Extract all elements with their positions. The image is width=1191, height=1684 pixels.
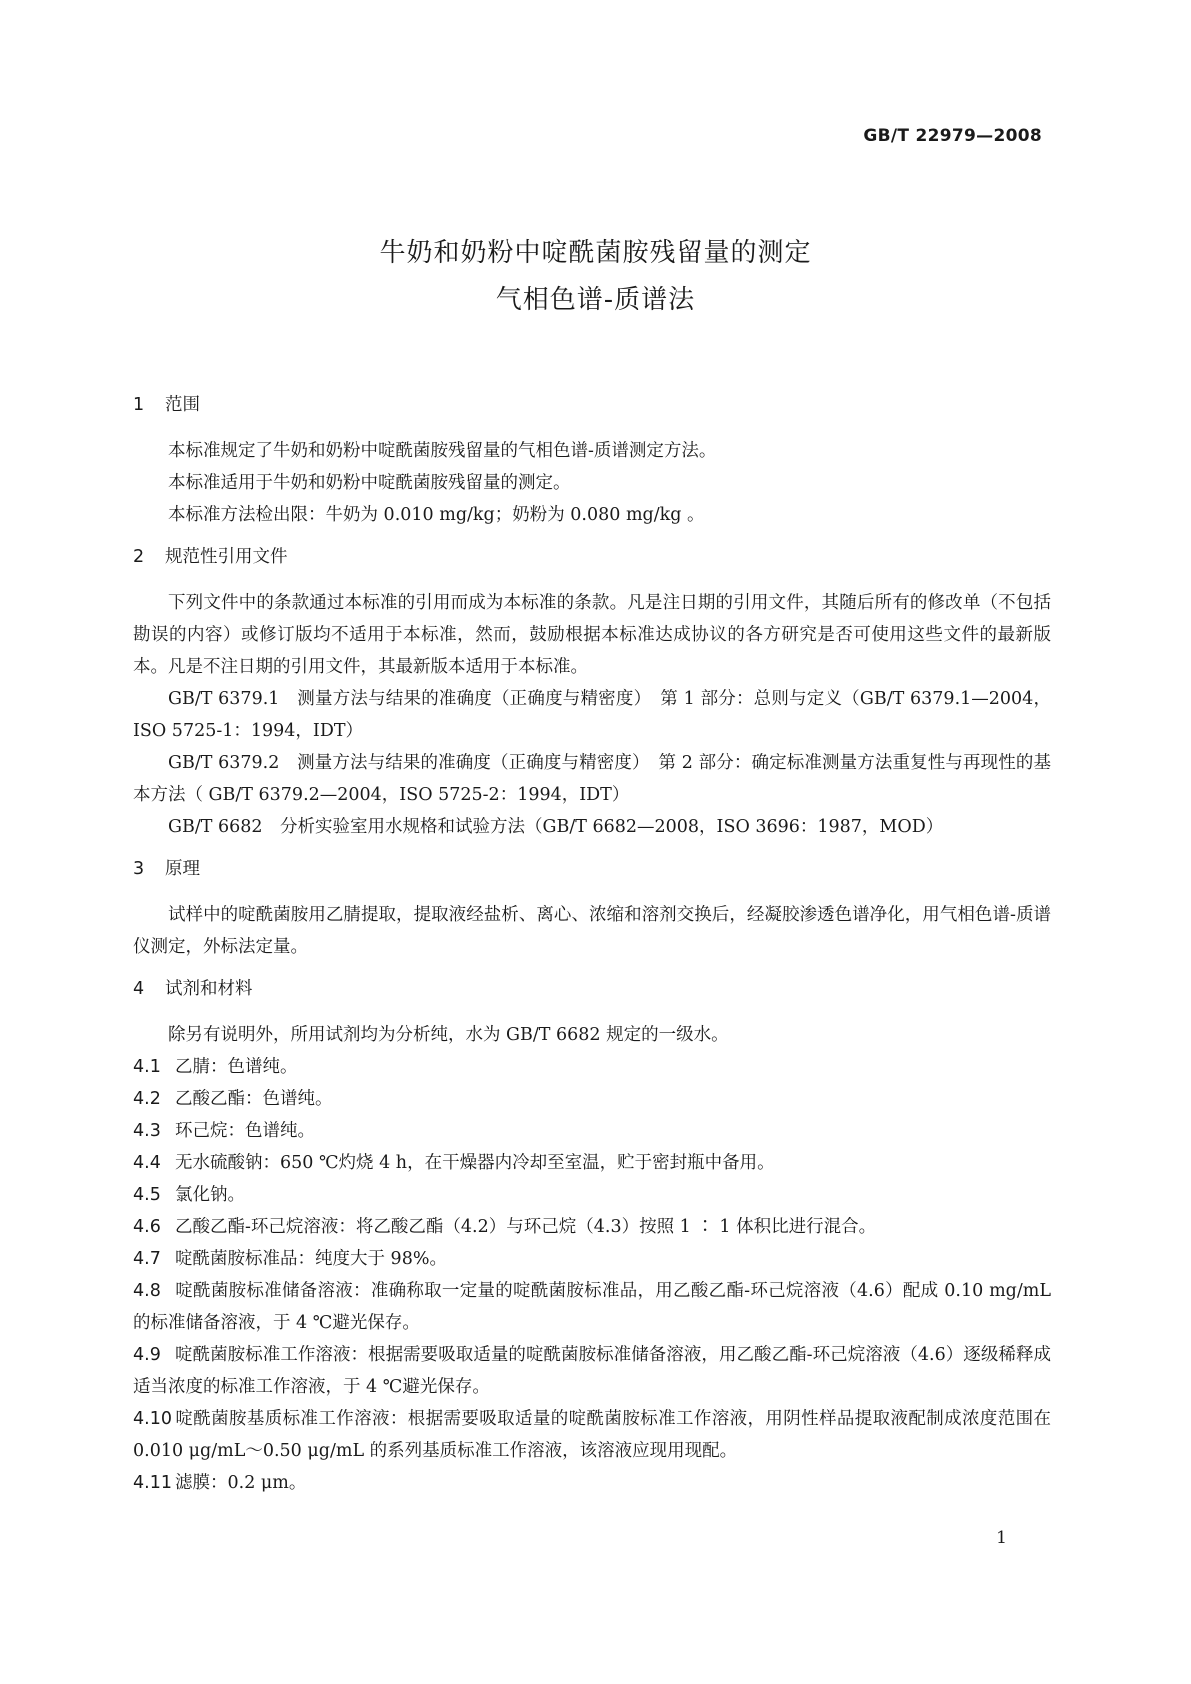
reagent-item [133, 1083, 1051, 1115]
document-body [133, 389, 1051, 1499]
item-number: 4.9 [133, 1345, 161, 1365]
item-number: 4.8 [133, 1281, 161, 1301]
reference-item: GB/T 6379.1 测量方法与结果的准确度（正确度与精密度） 第 1 部分：总则与定义（GB/T 6379.1—2004，ISO 5725-1：1994，IDT） [133, 689, 1051, 741]
standard-code: GB/T 22979—2008 [863, 126, 1042, 146]
section-heading-refs [133, 541, 1051, 573]
section-number: 2 [133, 547, 145, 567]
reference-item: GB/T 6379.2 测量方法与结果的准确度（正确度与精密度） 第 2 部分：确定标准测量方法重复性与再现性的基本方法（ GB/T 6379.2—2004，ISO 5725-2：1994，IDT） [133, 753, 1051, 805]
item-number: 4.6 [133, 1217, 161, 1237]
reagent-item [133, 1403, 1051, 1467]
item-text: 啶酰菌胺标准储备溶液：准确称取一定量的啶酰菌胺标准品，用乙酸乙酯-环己烷溶液（4.6）配成 0.10 mg/mL 的标准储备溶液，于 4 ℃避光保存。 [133, 1281, 1051, 1333]
item-text: 啶酰菌胺标准品：纯度大于 98%。 [175, 1249, 447, 1269]
item-number: 4.7 [133, 1249, 161, 1269]
item-text: 乙腈：色谱纯。 [175, 1057, 298, 1077]
principle-paragraph: 试样中的啶酰菌胺用乙腈提取，提取液经盐析、离心、浓缩和溶剂交换后，经凝胶渗透色谱净化，用气相色谱-质谱仪测定，外标法定量。 [133, 905, 1051, 957]
reagent-item [133, 1179, 1051, 1211]
section-title: 规范性引用文件 [165, 547, 288, 567]
document-title: 牛奶和奶粉中啶酰菌胺残留量的测定 [379, 238, 812, 268]
section-heading-reagents [133, 973, 1051, 1005]
item-text: 滤膜：0.2 μm。 [175, 1473, 307, 1493]
scope-paragraph: 本标准规定了牛奶和奶粉中啶酰菌胺残留量的气相色谱-质谱测定方法。 [168, 441, 717, 461]
document-subtitle: 气相色谱-质谱法 [495, 285, 696, 315]
reagent-item [133, 1115, 1051, 1147]
page-number: 1 [996, 1528, 1007, 1548]
item-number: 4.10 [133, 1409, 172, 1429]
item-text: 啶酰菌胺基质标准工作溶液：根据需要吸取适量的啶酰菌胺标准工作溶液，用阴性样品提取液配制成浓度范围在 0.010 μg/mL～0.50 μg/mL 的系列基质标准工作溶液，该溶液应现用现配。 [133, 1409, 1051, 1461]
section-number: 3 [133, 859, 145, 879]
item-number: 4.2 [133, 1089, 161, 1109]
reagents-intro-paragraph: 除另有说明外，所用试剂均为分析纯，水为 GB/T 6682 规定的一级水。 [168, 1025, 729, 1045]
section-heading-scope [133, 389, 1051, 421]
section-title: 试剂和材料 [165, 979, 253, 999]
reference-item: GB/T 6682 分析实验室用水规格和试验方法（GB/T 6682—2008，ISO 3696：1987，MOD） [168, 817, 944, 837]
item-text: 乙酸乙酯-环己烷溶液：将乙酸乙酯（4.2）与环己烷（4.3）按照 1 ∶ 1 体积比进行混合。 [175, 1217, 877, 1237]
item-number: 4.1 [133, 1057, 161, 1077]
reagent-item [133, 1339, 1051, 1403]
section-number: 4 [133, 979, 145, 999]
item-number: 4.11 [133, 1473, 172, 1493]
item-number: 4.3 [133, 1121, 161, 1141]
section-number: 1 [133, 395, 145, 415]
scope-paragraph: 本标准适用于牛奶和奶粉中啶酰菌胺残留量的测定。 [168, 473, 571, 493]
section-title: 范围 [165, 395, 200, 415]
section-heading-principle [133, 853, 1051, 885]
reagent-item [133, 1211, 1051, 1243]
item-number: 4.5 [133, 1185, 161, 1205]
item-text: 啶酰菌胺标准工作溶液：根据需要吸取适量的啶酰菌胺标准储备溶液，用乙酸乙酯-环己烷溶液（4.6）逐级稀释成适当浓度的标准工作溶液，于 4 ℃避光保存。 [133, 1345, 1051, 1397]
reagent-item [133, 1243, 1051, 1275]
item-text: 环己烷：色谱纯。 [175, 1121, 315, 1141]
item-number: 4.4 [133, 1153, 161, 1173]
item-text: 氯化钠。 [175, 1185, 245, 1205]
refs-intro-paragraph: 下列文件中的条款通过本标准的引用而成为本标准的条款。凡是注日期的引用文件，其随后所有的修改单（不包括勘误的内容）或修订版均不适用于本标准，然而，鼓励根据本标准达成协议的各方研究是否可使用这些文件的最新版本。凡是不注日期的引用文件，其最新版本适用于本标准。 [133, 593, 1051, 677]
reagent-item [133, 1147, 1051, 1179]
item-text: 乙酸乙酯：色谱纯。 [175, 1089, 333, 1109]
item-text: 无水硫酸钠：650 ℃灼烧 4 h，在干燥器内冷却至室温，贮于密封瓶中备用。 [175, 1153, 775, 1173]
scope-paragraph: 本标准方法检出限：牛奶为 0.010 mg/kg；奶粉为 0.080 mg/kg 。 [168, 505, 705, 525]
reagent-item [133, 1467, 1051, 1499]
reagent-item [133, 1275, 1051, 1339]
reagent-item [133, 1051, 1051, 1083]
section-title: 原理 [165, 859, 200, 879]
